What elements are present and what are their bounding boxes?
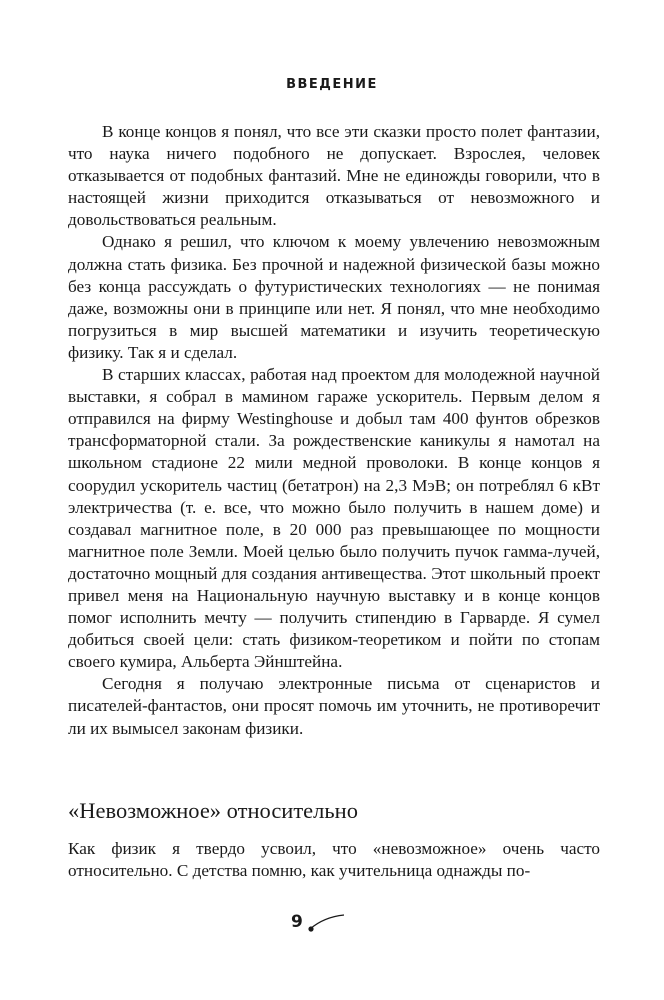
paragraph: Сегодня я получаю электронные письма от сценаристов и писателей-фантастов, они просят помочь им уточнить, не противоречит ли их вымысел законам физики. [68, 674, 600, 738]
paragraph: В старших классах, работая над проектом для молодежной научной выставки, я собрал в мамином гараже ускоритель. Первым делом я отправился на фирму Westinghouse и добыл там 400 фунтов обрезков трансформаторной стали. За рождественские каникулы я намотал на школьном стадионе 22 мили медной проволоки. В конце концов я соорудил ускоритель частиц (бетатрон) на 2,3 МэВ; он потреблял 6 кВт электричества (т. е. все, что можно было получить в нашем доме) и создавал магнитное поле, в 20 000 раз превышающее по мощности магнитное поле Земли. Моей целью было получить пучок гамма-лучей, достаточно мощный для создания антивещества. Этот школьный проект привел меня на Национальную научную выставку и в конце концов помог исполнить мечту — получить стипендию в Гарварде. Я сумел добиться своей цели: стать физиком-теоретиком и пойти по стопам своего кумира, Альберта Эйнштейна. [68, 365, 600, 672]
paragraph: Однако я решил, что ключом к моему увлечению невозможным должна стать физика. Без прочной и надежной физической базы можно без конца рассуждать о футуристических технологиях — не понимая даже, возможны они в принципе или нет. Я понял, что мне необходимо погрузиться в мир высшей математики и изучить теоретическую физику. Так я и сделал. [68, 232, 600, 362]
paragraph: Как физик я твердо усвоил, что «невозможное» очень часто относительно. С детства помню, как учительница однажды по- [68, 839, 600, 881]
folio [0, 912, 664, 936]
section-heading: «Невозможное» относительно [68, 798, 358, 823]
running-head: ВВЕДЕНИЕ [286, 77, 378, 92]
page-number: 9 [291, 912, 303, 932]
body-text [68, 121, 600, 740]
section-text [68, 838, 600, 882]
paragraph: В конце концов я понял, что все эти сказки просто полет фантазии, что наука ничего подобного не допускает. Взрослея, человек отказывается от подобных фантазий. Мне не единожды говорили, что в настоящей жизни приходится отказываться от невозможного и довольствоваться реальным. [68, 122, 600, 230]
swoosh-ornament-icon [306, 913, 348, 933]
